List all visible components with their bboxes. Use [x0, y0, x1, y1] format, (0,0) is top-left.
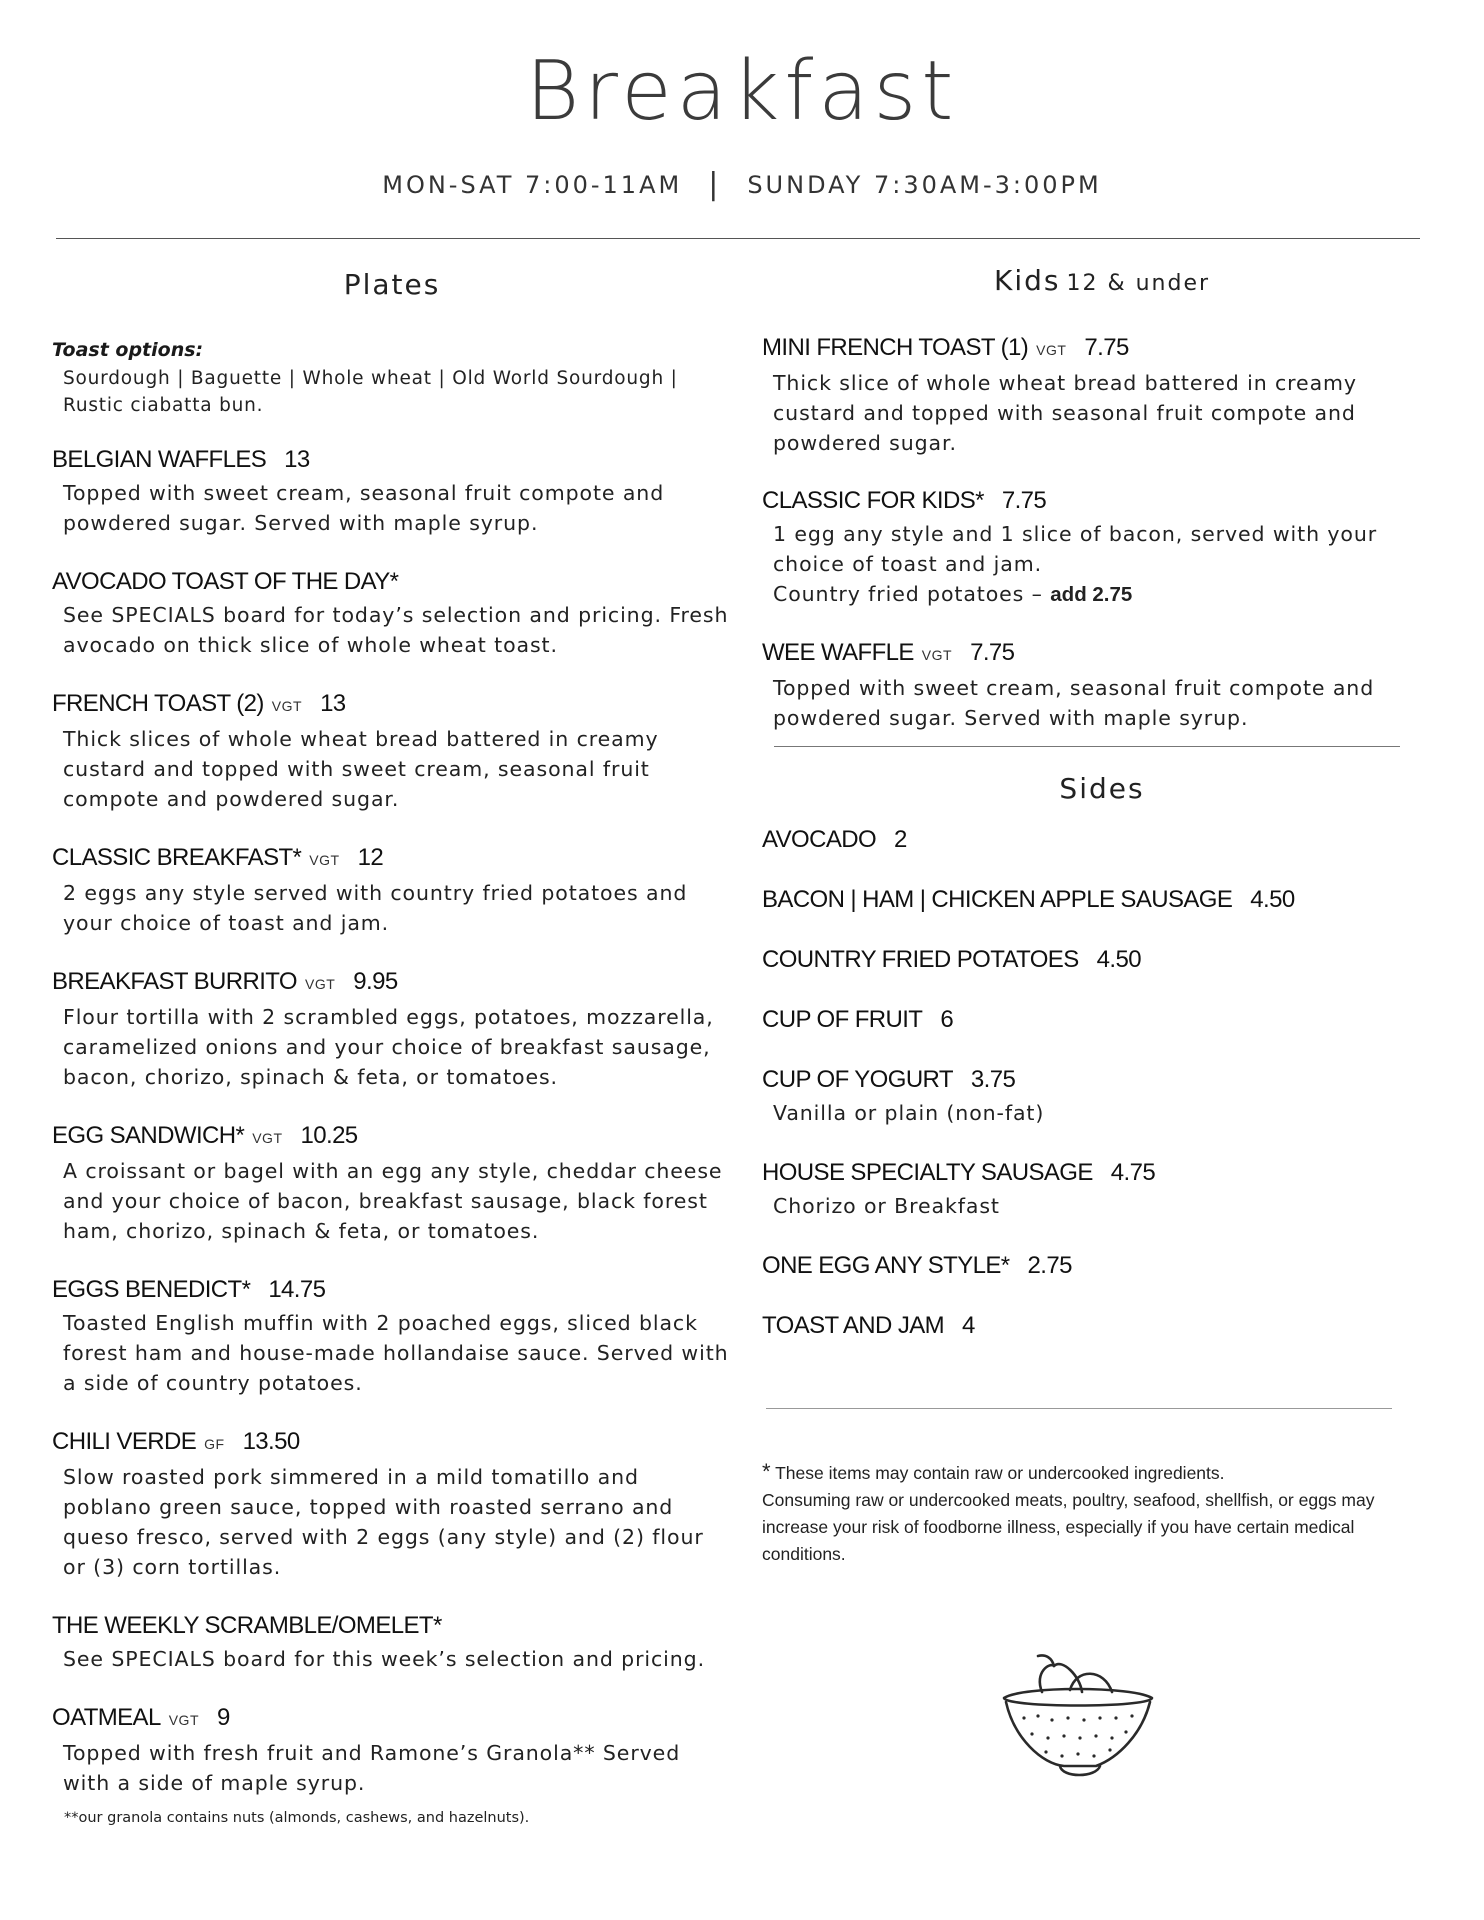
plate-item-name-line	[52, 1703, 732, 1735]
plate-item	[52, 1611, 732, 1674]
kids-item-name-line	[762, 638, 1442, 670]
plate-item-name-line	[52, 1427, 732, 1459]
plate-item-diet-tag: VGT	[271, 698, 303, 714]
plate-item-name-line	[52, 967, 732, 999]
kids-item	[762, 333, 1442, 458]
plate-item-name: CHILI VERDE	[52, 1428, 197, 1455]
kids-item-name-line	[762, 486, 1442, 516]
fruit-bowl-icon	[992, 1648, 1162, 1788]
kids-item	[762, 638, 1442, 733]
plate-item-diet-tag: GF	[204, 1436, 225, 1452]
plate-item-description	[63, 1156, 732, 1246]
kids-heading-sub: 12 & under	[1066, 271, 1211, 296]
plate-item	[52, 1121, 732, 1246]
kids-heading-title: Kids	[993, 264, 1061, 297]
side-item	[762, 825, 1442, 855]
disclaimer-star: *	[762, 1459, 771, 1484]
plate-item-price: 9.95	[353, 968, 398, 995]
kids-item-description-text: Thick slice of whole wheat bread battered in creamy custard and topped with seasonal fruit compote and powdered sugar.	[773, 371, 1357, 455]
side-item-price: 2.75	[1027, 1252, 1072, 1279]
side-item-name: CUP OF YOGURT	[762, 1066, 953, 1093]
hours-weekday: MON-SAT 7:00-11AM	[382, 171, 683, 199]
side-item-name: COUNTRY FRIED POTATOES	[762, 946, 1079, 973]
hours	[0, 166, 1484, 201]
plate-item-price: 9	[217, 1704, 230, 1731]
plate-item-description	[63, 1462, 732, 1582]
sides-heading: Sides	[1059, 772, 1145, 805]
plate-item-description-text: A croissant or bagel with an egg any style, cheddar cheese and your choice of bacon, breakfast sausage, black forest ham, chorizo, spinach & feta, or tomatoes.	[63, 1159, 723, 1243]
plate-item-description	[63, 600, 732, 660]
plate-item-diet-tag: VGT	[168, 1712, 199, 1728]
plate-item	[52, 445, 732, 538]
side-item-name-line	[762, 1251, 1442, 1281]
hours-divider: |	[708, 167, 722, 202]
plate-item-name-line	[52, 1611, 732, 1641]
kids-sides-rule	[774, 746, 1400, 747]
kids-item-description	[773, 368, 1442, 458]
plate-item-price: 14.75	[268, 1276, 326, 1303]
side-item-description-text: Vanilla or plain (non-fat)	[773, 1101, 1045, 1125]
disclaimer-line1: These items may contain raw or undercooked ingredients.	[775, 1463, 1225, 1483]
plate-item-description	[63, 478, 732, 538]
kids-item-price: 7.75	[970, 639, 1015, 666]
side-item-price: 4.50	[1096, 946, 1141, 973]
plate-item	[52, 567, 732, 660]
plates-section	[52, 268, 732, 1826]
plate-item-price: 10.25	[300, 1122, 358, 1149]
plate-item	[52, 843, 732, 938]
plate-item	[52, 967, 732, 1092]
side-item-name-line	[762, 885, 1442, 915]
side-item	[762, 1311, 1442, 1341]
kids-item-name: CLASSIC FOR KIDS*	[762, 487, 984, 514]
plate-item-diet-tag: VGT	[252, 1130, 283, 1146]
plate-item-description	[63, 724, 732, 814]
plate-item-diet-tag: VGT	[304, 976, 336, 992]
plates-heading: Plates	[343, 268, 441, 301]
side-item	[762, 1251, 1442, 1281]
toast-options: Sourdough | Baguette | Whole wheat | Old World Sourdough | Rustic ciabatta bun.	[63, 368, 678, 416]
plate-item-name: OATMEAL	[52, 1704, 161, 1731]
kids-list	[762, 333, 1442, 733]
plate-item-price: 12	[357, 844, 384, 871]
plate-item-description-text: Topped with sweet cream, seasonal fruit compote and powdered sugar. Served with maple syrup.	[63, 481, 665, 535]
plate-item-name: BELGIAN WAFFLES	[52, 446, 267, 473]
side-item	[762, 945, 1442, 975]
plate-item-name-line	[52, 1275, 732, 1305]
side-item	[762, 1158, 1442, 1221]
plate-item	[52, 1275, 732, 1398]
plate-item-name-line	[52, 567, 732, 597]
sides-disclaimer-rule	[766, 1408, 1392, 1409]
plate-item-price: 13.50	[242, 1428, 300, 1455]
side-item-price: 4.50	[1250, 886, 1295, 913]
side-item-name: HOUSE SPECIALTY SAUSAGE	[762, 1159, 1093, 1186]
kids-item-name: MINI FRENCH TOAST (1)	[762, 334, 1029, 361]
plate-item-description-text: 2 eggs any style served with country fried potatoes and your choice of toast and jam.	[63, 881, 688, 935]
raw-food-disclaimer	[762, 1458, 1412, 1568]
plate-item-name-line	[52, 843, 732, 875]
granola-footnote: **our granola contains nuts (almonds, cashews, and hazelnuts).	[64, 1810, 530, 1826]
plate-item-name: THE WEEKLY SCRAMBLE/OMELET*	[52, 1612, 442, 1639]
sides-list	[762, 825, 1442, 1341]
plate-item	[52, 1427, 732, 1582]
kids-item-diet-tag: VGT	[1036, 342, 1067, 358]
side-item-name-line	[762, 825, 1442, 855]
plate-item	[52, 689, 732, 814]
side-item-name: ONE EGG ANY STYLE*	[762, 1252, 1010, 1279]
side-item-name: BACON | HAM | CHICKEN APPLE SAUSAGE	[762, 886, 1233, 913]
side-item-name-line	[762, 1311, 1442, 1341]
side-item	[762, 1005, 1442, 1035]
plate-item-name: EGGS BENEDICT*	[52, 1276, 251, 1303]
kids-item-description	[773, 673, 1442, 733]
side-item-description	[773, 1191, 1442, 1221]
plate-item-price: 13	[320, 690, 346, 717]
kids-item-price: 7.75	[1084, 334, 1129, 361]
plate-item-description-text: Slow roasted pork simmered in a mild tomatillo and poblano green sauce, topped with roasted serrano and queso fresco, served with 2 eggs (any style) and (2) flour or (3) corn tortillas.	[63, 1465, 704, 1579]
plate-item-description-text: See SPECIALS board for today’s selection and pricing. Fresh avocado on thick slice of whole wheat toast.	[63, 603, 729, 657]
disclaimer-line2: Consuming raw or undercooked meats, poultry, seafood, shellfish, or eggs may increase your risk of foodborne illness, especially if you have certain medical conditions.	[762, 1490, 1375, 1564]
side-item-name-line	[762, 945, 1442, 975]
plate-item-diet-tag: VGT	[309, 852, 340, 868]
kids-item-name-line	[762, 333, 1442, 365]
page-title: Breakfast	[525, 44, 959, 139]
kids-item-description-text: 1 egg any style and 1 slice of bacon, served with your choice of toast and jam.	[773, 522, 1378, 576]
side-item-name: AVOCADO	[762, 826, 877, 853]
plate-item-description	[63, 1738, 732, 1798]
side-item-name-line	[762, 1158, 1442, 1188]
side-item-name-line	[762, 1005, 1442, 1035]
plate-item-description	[63, 1308, 732, 1398]
plate-item-name: CLASSIC BREAKFAST*	[52, 844, 302, 871]
toast-options-label: Toast options:	[52, 339, 204, 361]
plate-item-description-text: See SPECIALS board for this week’s selection and pricing.	[63, 1647, 705, 1671]
kids-item-price: 7.75	[1001, 487, 1047, 514]
plate-item	[52, 1703, 732, 1798]
hours-sunday: SUNDAY 7:30AM-3:00PM	[747, 171, 1102, 199]
kids-item-extra-price: add 2.75	[1050, 583, 1133, 606]
side-item-price: 2	[894, 826, 907, 853]
right-column	[762, 264, 1442, 733]
kids-item-extra: Country fried potatoes –	[773, 582, 1043, 606]
kids-item-name: WEE WAFFLE	[762, 639, 914, 666]
plate-item-name: BREAKFAST BURRITO	[52, 968, 297, 995]
kids-item-diet-tag: VGT	[921, 647, 953, 663]
plate-item-name-line	[52, 689, 732, 721]
plate-item-description-text: Topped with fresh fruit and Ramone’s Granola** Served with a side of maple syrup.	[63, 1741, 681, 1795]
plate-item-price: 13	[284, 446, 310, 473]
plate-item-description	[63, 1644, 732, 1674]
plates-list	[52, 445, 732, 1798]
kids-heading	[762, 264, 1442, 297]
side-item-name: TOAST AND JAM	[762, 1312, 945, 1339]
plate-item-description-text: Thick slices of whole wheat bread battered in creamy custard and topped with sweet cream, seasonal fruit compote and powdered sugar.	[63, 727, 659, 811]
plate-item-description-text: Toasted English muffin with 2 poached eggs, sliced black forest ham and house-made hollandaise sauce. Served with a side of country potatoes.	[63, 1311, 729, 1395]
side-item-price: 3.75	[970, 1066, 1016, 1093]
plate-item-name: FRENCH TOAST (2)	[52, 690, 264, 717]
side-item	[762, 1065, 1442, 1128]
plate-item-description-text: Flour tortilla with 2 scrambled eggs, potatoes, mozzarella, caramelized onions and your choice of breakfast sausage, bacon, chorizo, spinach & feta, or tomatoes.	[63, 1005, 714, 1089]
plate-item-name-line	[52, 1121, 732, 1153]
plate-item-description	[63, 878, 732, 938]
side-item-price: 6	[940, 1006, 954, 1033]
plate-item-name-line	[52, 445, 732, 475]
header-rule	[56, 238, 1420, 239]
sides-section	[762, 772, 1442, 1341]
side-item-description-text: Chorizo or Breakfast	[773, 1194, 1000, 1218]
side-item-name: CUP OF FRUIT	[762, 1006, 923, 1033]
plate-item-name: EGG SANDWICH*	[52, 1122, 245, 1149]
plate-item-description	[63, 1002, 732, 1092]
side-item	[762, 885, 1442, 915]
side-item-name-line	[762, 1065, 1442, 1095]
kids-item-description	[773, 519, 1442, 610]
kids-item-description-text: Topped with sweet cream, seasonal fruit compote and powdered sugar. Served with maple syrup.	[773, 676, 1375, 730]
kids-item	[762, 486, 1442, 610]
side-item-price: 4	[962, 1312, 975, 1339]
side-item-price: 4.75	[1110, 1159, 1156, 1186]
side-item-description	[773, 1098, 1442, 1128]
plate-item-name: AVOCADO TOAST OF THE DAY*	[52, 568, 399, 595]
